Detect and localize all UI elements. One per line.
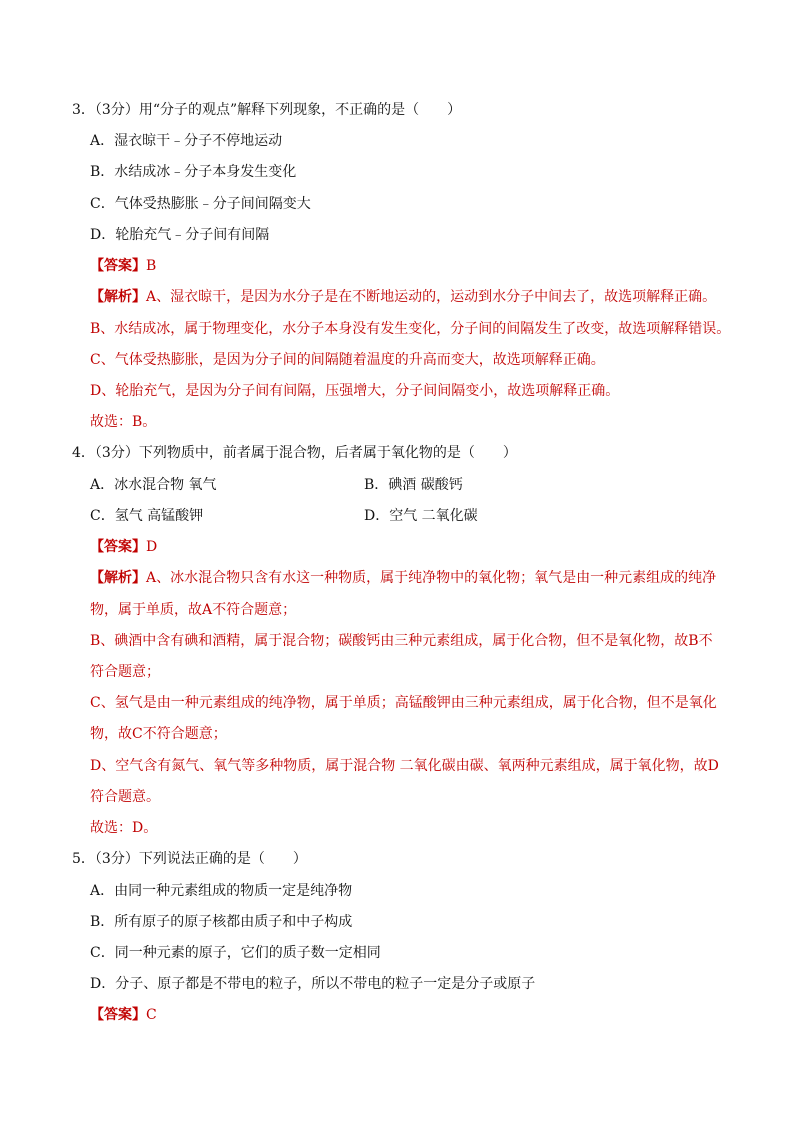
question-5-option-c: C．同一种元素的原子，它们的质子数一定相同 — [90, 945, 381, 961]
answer-tag: 【答案】 — [90, 539, 146, 555]
question-4-analysis-line-8: 符合题意。 — [90, 789, 160, 805]
analysis-text: A、冰水混合物只含有水这一种物质，属于纯净物中的氧化物；氧气是由一种元素组成的纯净 — [146, 570, 717, 586]
question-3-conclusion: 故选：B。 — [90, 414, 157, 430]
question-3-option-d: D．轮胎充气﹣分子间有间隔 — [90, 227, 270, 243]
question-4-analysis-line-7: D、空气含有氮气、氧气等多种物质，属于混合物 二氧化碳由碳、氧两种元素组成，属于氧化物，故D — [90, 758, 719, 774]
question-4-option-c: C．氢气 高锰酸钾 — [90, 508, 204, 524]
answer-value: C — [146, 1007, 157, 1023]
question-3-answer — [90, 256, 156, 276]
question-5-option-a: A．由同一种元素组成的物质一定是纯净物 — [90, 883, 353, 899]
question-5-option-d: D．分子、原子都是不带电的粒子，所以不带电的粒子一定是分子或原子 — [90, 976, 536, 992]
question-4-option-b: B．碘酒 碳酸钙 — [364, 477, 463, 493]
question-4-answer — [90, 537, 157, 557]
analysis-tag: 【解析】 — [90, 570, 146, 586]
question-4-analysis-line-5: C、氢气是由一种元素组成的纯净物，属于单质；高锰酸钾由三种元素组成，属于化合物，但不是氧化 — [90, 695, 717, 711]
question-5-answer — [90, 1005, 157, 1025]
question-4-stem: 4．（3分）下列物质中，前者属于混合物，后者属于氧化物的是（ ） — [72, 445, 517, 461]
question-5-option-b: B．所有原子的原子核都由质子和中子构成 — [90, 914, 353, 930]
answer-tag: 【答案】 — [90, 258, 146, 274]
question-3-analysis-line-3: C、气体受热膨胀，是因为分子间的间隔随着温度的升高而变大，故选项解释正确。 — [90, 352, 605, 368]
question-4-option-a: A．冰水混合物 氧气 — [90, 477, 217, 493]
question-5-stem: 5．（3分）下列说法正确的是（ ） — [72, 851, 307, 867]
question-4-analysis-line-4: 符合题意； — [90, 664, 160, 680]
question-3-analysis-line-4: D、轮胎充气，是因为分子间有间隔，压强增大，分子间间隔变小，故选项解释正确。 — [90, 383, 620, 399]
question-3-option-a: A．湿衣晾干﹣分子不停地运动 — [90, 133, 283, 149]
question-4-option-d: D．空气 二氧化碳 — [364, 508, 478, 524]
answer-tag: 【答案】 — [90, 1007, 146, 1023]
answer-value: D — [146, 539, 158, 555]
question-4-conclusion: 故选：D。 — [90, 820, 158, 836]
analysis-text: A、湿衣晾干，是因为水分子是在不断地运动的，运动到水分子中间去了，故选项解释正确。 — [146, 289, 717, 305]
question-3-option-c: C．气体受热膨胀﹣分子间间隔变大 — [90, 196, 311, 212]
question-3-option-b: B．水结成冰﹣分子本身发生变化 — [90, 164, 297, 180]
question-3-analysis-line-2: B、水结成冰，属于物理变化，水分子本身没有发生变化，分子间的间隔发生了改变，故选项解释错误。 — [90, 321, 731, 337]
analysis-tag: 【解析】 — [90, 289, 146, 305]
answer-value: B — [146, 258, 157, 274]
question-4-analysis-line-3: B、碘酒中含有碘和酒精，属于混合物；碳酸钙由三种元素组成，属于化合物，但不是氧化物，故B不 — [90, 633, 713, 649]
question-4-analysis-line-1 — [90, 568, 716, 588]
question-3-stem: 3．（3分）用“分子的观点”解释下列现象，不正确的是（ ） — [72, 102, 462, 118]
question-4-analysis-line-2: 物，属于单质，故A不符合题意； — [90, 602, 297, 618]
question-3-analysis-line-1 — [90, 287, 716, 307]
question-4-analysis-line-6: 物，故C不符合题意； — [90, 726, 227, 742]
